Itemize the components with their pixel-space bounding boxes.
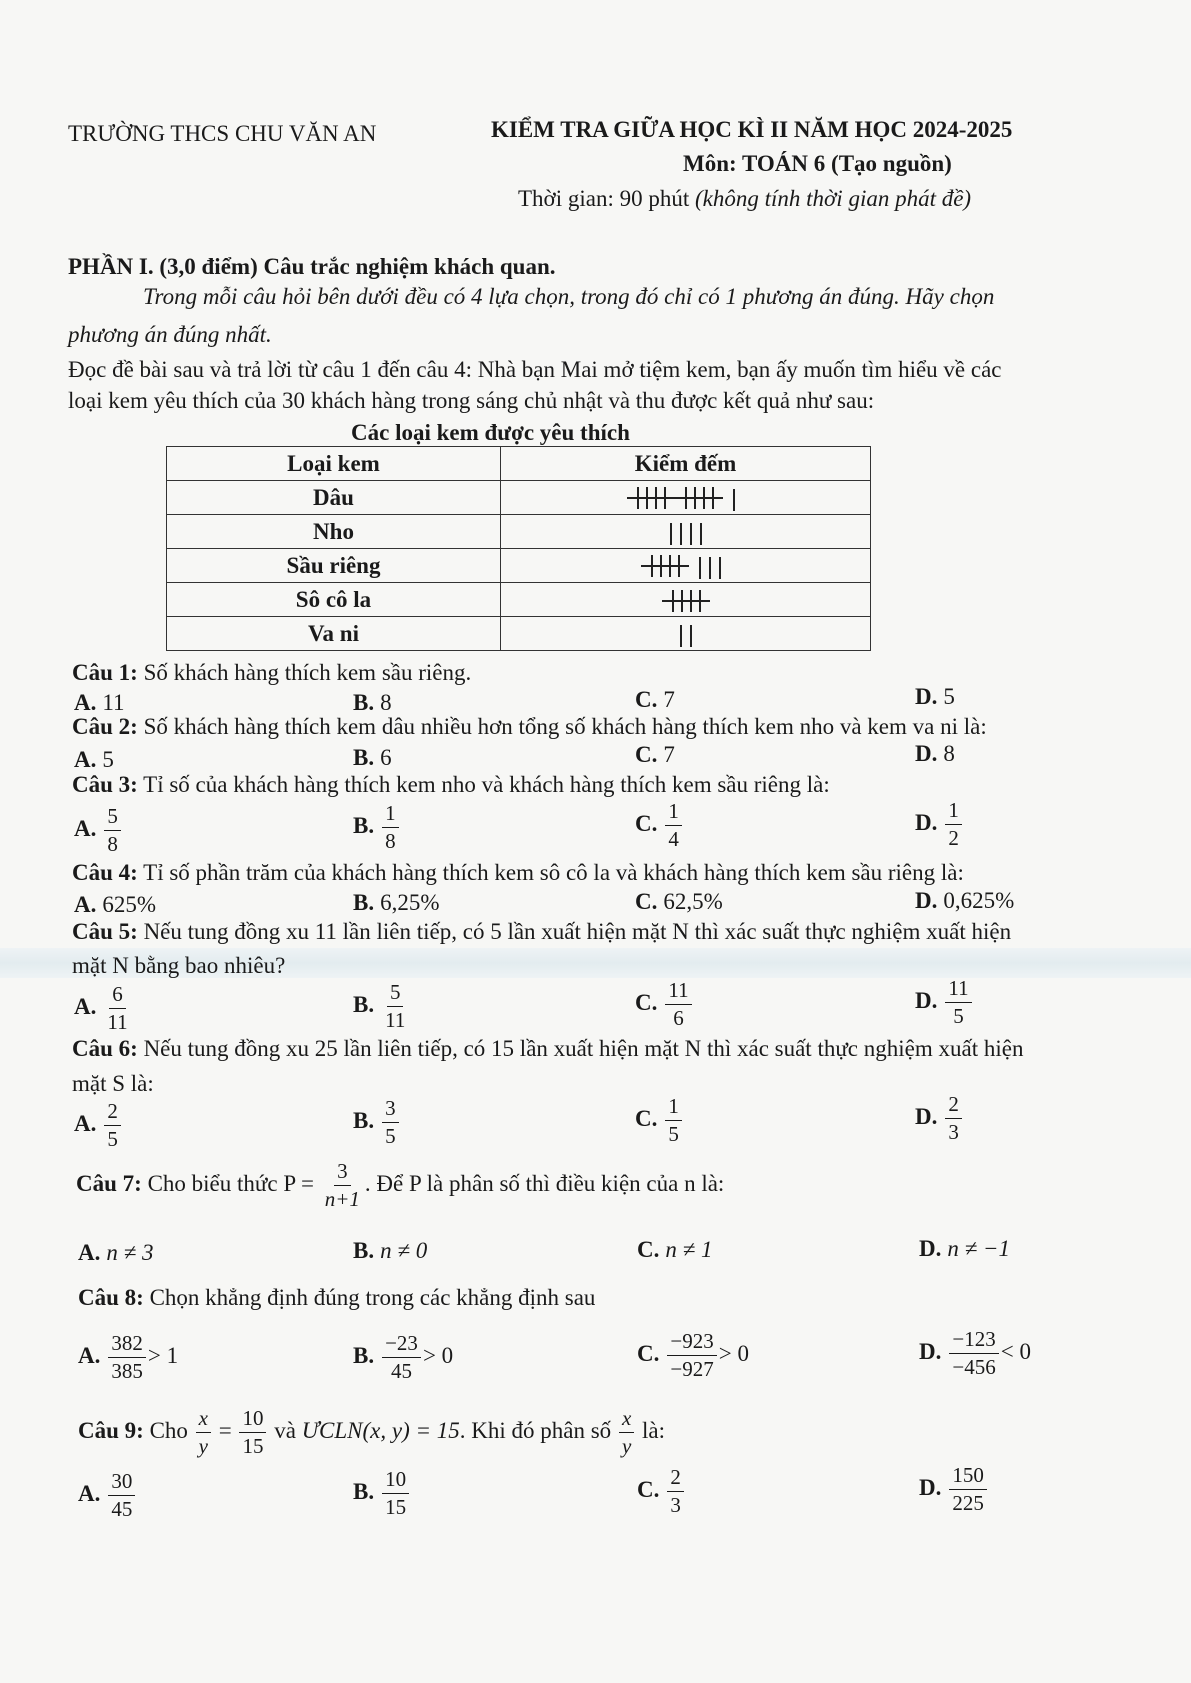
q4-option-a[interactable]: A. 625% [74, 892, 157, 917]
question-8 [78, 1285, 595, 1311]
table-header-type: Loại kem [167, 447, 501, 481]
question-label: Câu 3: [72, 772, 138, 797]
tally-marks [647, 553, 725, 579]
question-label: Câu 4: [72, 860, 138, 885]
question-4 [72, 860, 964, 886]
tally-singles [695, 553, 725, 579]
question-9: Câu 9: Cho $\frac{x}{y}$ = $\frac{10}{15}$ và ƯCLN(x, y) = 15. Khi đó phân số $\frac{x}{y}$ là: [78, 1406, 666, 1459]
question-5-line2: mặt N bằng bao nhiêu? [72, 953, 286, 978]
exam-time [518, 186, 971, 212]
q2-option-d[interactable]: D. 8 [915, 741, 955, 766]
tally-cell [501, 549, 871, 583]
question-label: Câu 5: [72, 919, 138, 944]
question-text-a: Cho biểu thức P = [141, 1170, 320, 1196]
question-label: Câu 9: [78, 1417, 144, 1443]
exam-time-note: (không tính thời gian phát đề) [694, 186, 972, 211]
q2-option-b[interactable]: B. 6 [353, 745, 392, 770]
table-row [167, 481, 871, 515]
q3-option-a[interactable]: A. $\frac{5}{8}$ [74, 805, 123, 856]
flavor-name: Nho [167, 515, 501, 549]
tally-cell [501, 481, 871, 515]
q1-option-c[interactable]: C. 7 [635, 687, 675, 712]
question-label: Câu 8: [78, 1285, 144, 1310]
q1-option-b[interactable]: B. 8 [353, 690, 392, 715]
question-text: Số khách hàng thích kem sầu riêng. [137, 660, 472, 685]
tally-group-five [681, 487, 717, 509]
exam-subject: Môn: TOÁN 6 (Tạo nguồn) [683, 151, 952, 176]
tally-marks [666, 519, 706, 545]
q8-option-b[interactable]: B. $\frac{-23}{45}$ > 0 [353, 1331, 454, 1384]
tally-singles [676, 621, 696, 647]
q9-option-c[interactable]: C. $\frac{2}{3}$ [637, 1466, 686, 1517]
question-text: Nếu tung đồng xu 11 lần liên tiếp, có 5 lần xuất hiện mặt N thì xác suất thực nghiệm xuất hiện [137, 919, 1012, 944]
exam-time-main: Thời gian: 90 phút [518, 186, 695, 211]
q9-option-b[interactable]: B. $\frac{10}{15}$ [353, 1468, 411, 1519]
part1-instruction-line1: Trong mỗi câu hỏi bên dưới đều có 4 lựa chọn, trong đó chỉ có 1 phương án đúng. Hãy chọn [143, 284, 995, 309]
table-row [167, 549, 871, 583]
tally-group-five [647, 555, 683, 577]
q5-option-a[interactable]: A. $\frac{6}{11}$ [74, 982, 128, 1035]
tally-cell [501, 583, 871, 617]
q7-option-a[interactable]: A. n ≠ 3 [78, 1240, 154, 1265]
q8-option-d[interactable]: D. $\frac{-123}{-456}$ < 0 [919, 1327, 1031, 1380]
q5-option-d[interactable]: D. $\frac{11}{5}$ [915, 977, 974, 1028]
q7-option-d[interactable]: D. n ≠ −1 [919, 1236, 1011, 1261]
question-7 [76, 1160, 724, 1211]
q8-option-a[interactable]: A. $\frac{382}{385}$ > 1 [78, 1331, 179, 1384]
tally-singles [666, 519, 706, 545]
q2-option-c[interactable]: C. 7 [635, 742, 675, 767]
table-caption: Các loại kem được yêu thích [351, 420, 630, 445]
q5-option-c[interactable]: C. $\frac{11}{6}$ [635, 979, 694, 1030]
question-label: Câu 2: [72, 714, 138, 739]
tally-cell [501, 515, 871, 549]
question-text: Tỉ số phần trăm của khách hàng thích kem sô cô la và khách hàng thích kem sầu riêng là: [137, 860, 964, 885]
part1-title: PHẦN I. (3,0 điểm) Câu trắc nghiệm khách quan. [68, 254, 556, 279]
question-text: Số khách hàng thích kem dâu nhiều hơn tổng số khách hàng thích kem nho và kem va ni là: [137, 714, 987, 739]
flavor-name: Sô cô la [167, 583, 501, 617]
ice-cream-tally-table [166, 446, 871, 651]
q3-option-b[interactable]: B. $\frac{1}{8}$ [353, 802, 401, 853]
table-row [167, 583, 871, 617]
q3-option-c[interactable]: C. $\frac{1}{4}$ [635, 800, 684, 851]
table-header-tally: Kiểm đếm [501, 447, 871, 481]
flavor-name: Sầu riêng [167, 549, 501, 583]
q6-option-d[interactable]: D. $\frac{2}{3}$ [915, 1093, 964, 1144]
question-6-line2: mặt S là: [72, 1071, 154, 1096]
question-2 [72, 714, 987, 740]
tally-marks [668, 590, 704, 612]
q4-option-b[interactable]: B. 6,25% [353, 890, 440, 915]
question-1 [72, 660, 471, 686]
q8-option-c[interactable]: C. $\frac{-923}{-927}$ > 0 [637, 1329, 749, 1382]
q7-option-c[interactable]: C. n ≠ 1 [637, 1237, 713, 1262]
intro-line1: Đọc đề bài sau và trả lời từ câu 1 đến câu 4: Nhà bạn Mai mở tiệm kem, bạn ấy muốn tìm hiểu về các [68, 357, 1002, 382]
q6-option-a[interactable]: A. $\frac{2}{5}$ [74, 1100, 123, 1151]
tally-group-five [668, 590, 704, 612]
question-label: Câu 6: [72, 1036, 138, 1061]
table-row [167, 515, 871, 549]
intro-line2: loại kem yêu thích của 30 khách hàng trong sáng chủ nhật và thu được kết quả như sau: [68, 388, 875, 413]
question-text: Nếu tung đồng xu 25 lần liên tiếp, có 15 lần xuất hiện mặt N thì xác suất thực nghiệm xuất hiện [137, 1036, 1024, 1061]
table-header-row [167, 447, 871, 481]
q9-option-d[interactable]: D. $\frac{150}{225}$ [919, 1464, 989, 1515]
q9-option-a[interactable]: A. $\frac{30}{45}$ [78, 1470, 137, 1521]
q6-option-c[interactable]: C. $\frac{1}{5}$ [635, 1095, 684, 1146]
table-row [167, 617, 871, 651]
question-6 [72, 1036, 1023, 1062]
q5-option-b[interactable]: B. $\frac{5}{11}$ [353, 980, 406, 1033]
q6-option-b[interactable]: B. $\frac{3}{5}$ [353, 1097, 401, 1148]
question-label: Câu 1: [72, 660, 138, 685]
question-text: Tỉ số của khách hàng thích kem nho và khách hàng thích kem sầu riêng là: [137, 772, 830, 797]
q1-option-d[interactable]: D. 5 [915, 684, 955, 709]
question-5 [72, 919, 1011, 945]
tally-marks [676, 621, 696, 647]
question-label: Câu 7: [76, 1170, 142, 1196]
q1-option-a[interactable]: A. 11 [74, 690, 125, 715]
tally-marks [633, 485, 739, 511]
question-3 [72, 772, 830, 798]
q3-option-d[interactable]: D. $\frac{1}{2}$ [915, 799, 964, 850]
q7-option-b[interactable]: B. n ≠ 0 [353, 1238, 428, 1263]
question-text: Chọn khẳng định đúng trong các khẳng định sau [143, 1285, 596, 1310]
tally-group-five [633, 487, 669, 509]
tally-cell [501, 617, 871, 651]
school-name: TRƯỜNG THCS CHU VĂN AN [68, 121, 377, 146]
exam-title: KIỂM TRA GIỮA HỌC KÌ II NĂM HỌC 2024-2025 [491, 117, 1013, 142]
question-text-b: . Để P là phân số thì điều kiện của n là: [364, 1170, 725, 1196]
tally-singles [729, 485, 739, 511]
q4-option-c[interactable]: C. 62,5% [635, 889, 723, 914]
part1-instruction-line2: phương án đúng nhất. [68, 322, 272, 347]
flavor-name: Va ni [167, 617, 501, 651]
q4-option-d[interactable]: D. 0,625% [915, 888, 1015, 913]
q2-option-a[interactable]: A. 5 [74, 747, 114, 772]
expression-fraction: $\frac{3}{n+1}$ [324, 1159, 360, 1212]
flavor-name: Dâu [167, 481, 501, 515]
